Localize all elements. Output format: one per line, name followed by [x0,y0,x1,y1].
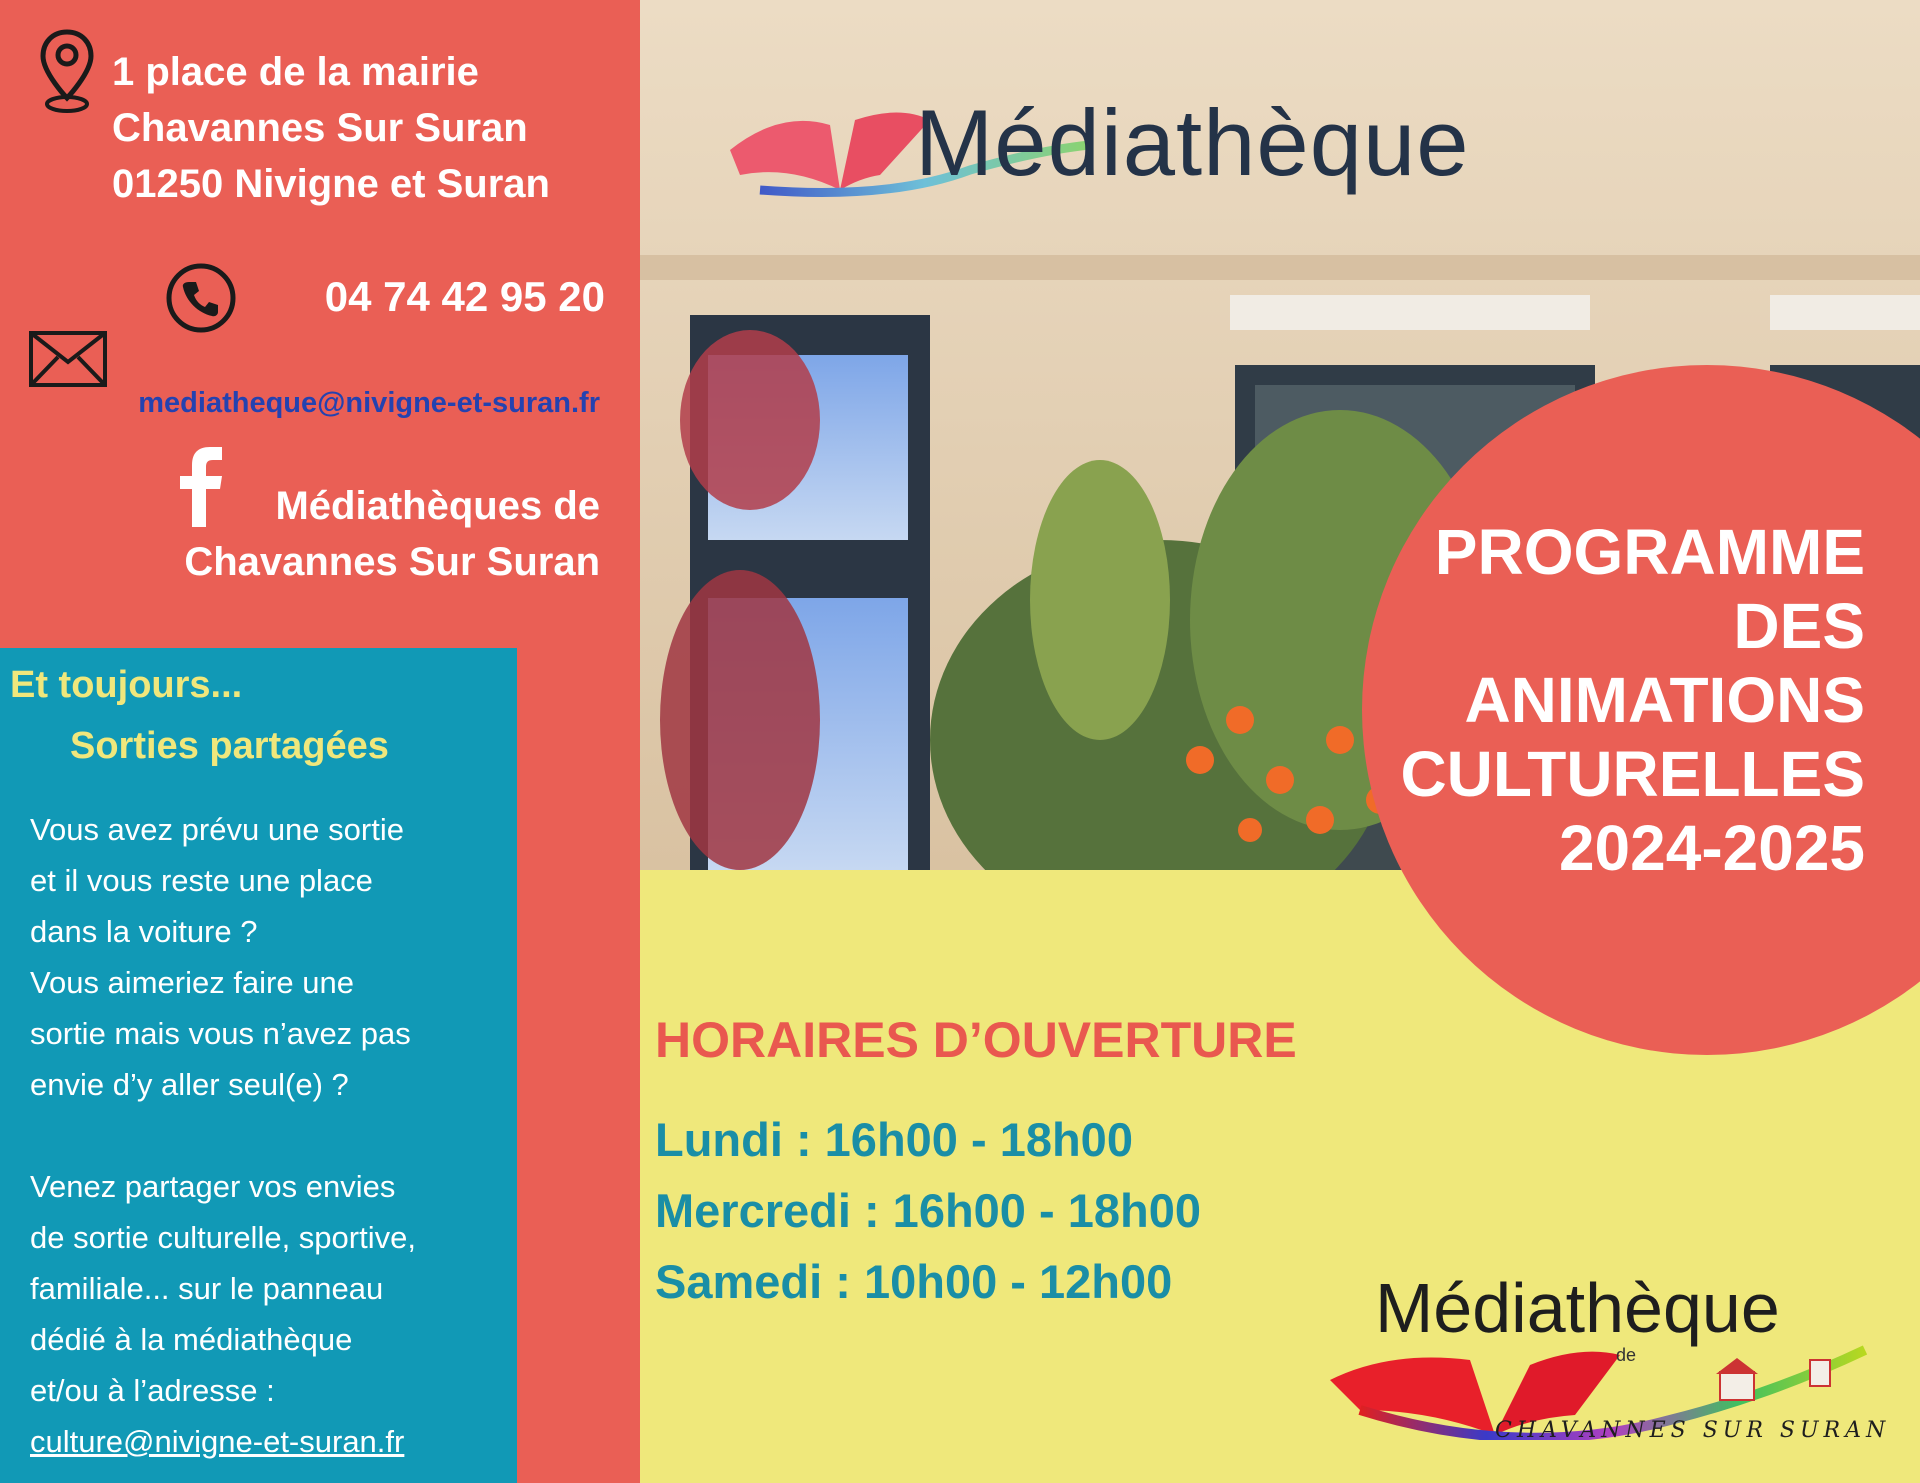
hours-wednesday: Mercredi : 16h00 - 18h00 [655,1184,1201,1237]
programme-line: ANIMATIONS [1464,664,1865,736]
sorties-body [30,804,512,1467]
facebook-page[interactable] [60,478,600,590]
logo-de: de [1616,1345,1637,1365]
building-sign-text: Médiathèque [915,90,1470,195]
programme-line: CULTURELLES [1400,738,1865,810]
phone-icon [165,262,237,334]
hours-monday: Lundi : 16h00 - 18h00 [655,1113,1133,1166]
address [112,44,632,212]
hours-saturday: Samedi : 10h00 - 12h00 [655,1255,1173,1308]
programme-line: DES [1733,590,1865,662]
sorties-text-line: sortie mais vous n’avez pas [30,1016,411,1051]
email-link[interactable]: mediatheque@nivigne-et-suran.fr [138,387,600,419]
sorties-text-line: et il vous reste une place [30,863,373,898]
sorties-heading-1: Et toujours... [10,664,243,706]
address-line-3: 01250 Nivigne et Suran [112,162,550,206]
address-line-2: Chavannes Sur Suran [112,106,528,150]
programme-line: PROGRAMME [1434,516,1865,588]
sorties-text-line: Vous avez prévu une sortie [30,812,404,847]
phone-number[interactable]: 04 74 42 95 20 [324,273,605,320]
facebook-line-2: Chavannes Sur Suran [184,540,600,584]
facebook-line-1: Médiathèques de [275,484,600,528]
sorties-text-line: familiale... sur le panneau [30,1271,384,1306]
envelope-icon [28,330,108,388]
sorties-text-line: Vous aimeriez faire une [30,965,354,1000]
sorties-text-line: dédié à la médiathèque [30,1322,353,1357]
logo-subtitle: CHAVANNES SUR SURAN [1495,1418,1891,1443]
sorties-text-line: envie d’y aller seul(e) ? [30,1067,349,1102]
logo-title: Médiathèque [1375,1269,1780,1347]
culture-email-link[interactable]: culture@nivigne-et-suran.fr [30,1424,405,1459]
sorties-text-line: Venez partager vos envies [30,1169,396,1204]
location-pin-icon [38,28,96,116]
sorties-text-line: et/ou à l’adresse : [30,1373,275,1408]
hours-title: HORAIRES D’OUVERTURE [655,1012,1297,1068]
sorties-heading-2: Sorties partagées [70,725,389,767]
sorties-text-line: dans la voiture ? [30,914,258,949]
sorties-text-line: de sortie culturelle, sportive, [30,1220,416,1255]
programme-title [1380,515,1865,885]
programme-line: 2024-2025 [1558,812,1865,884]
address-line-1: 1 place de la mairie [112,50,479,94]
